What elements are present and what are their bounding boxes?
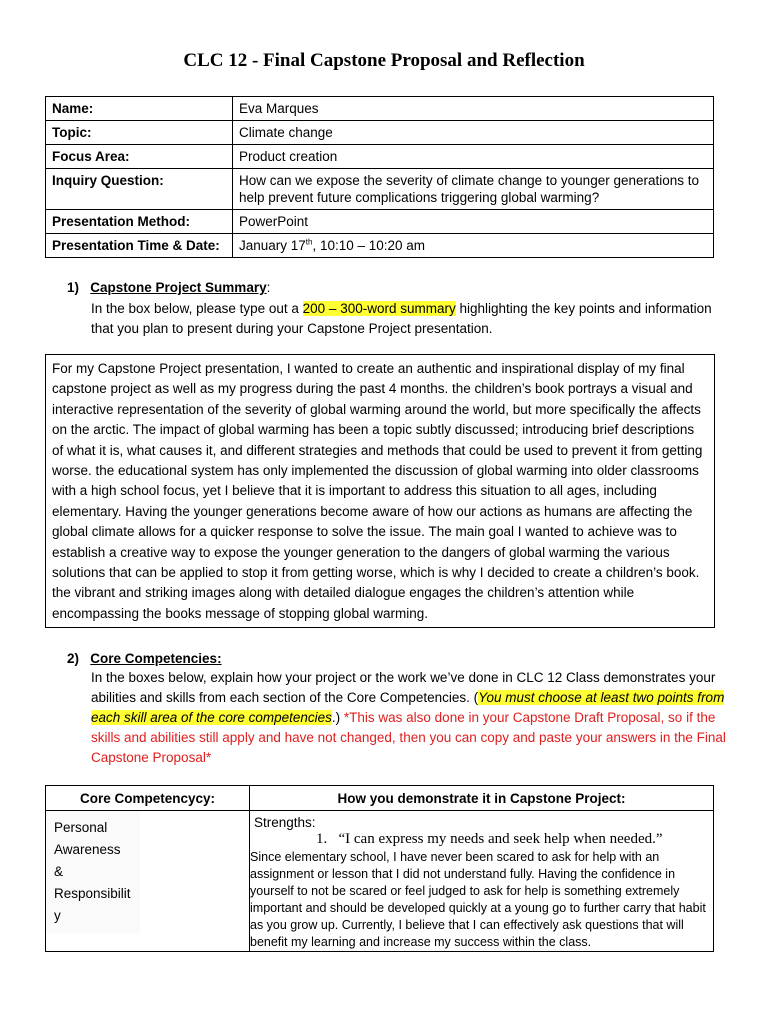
competency-answer: Since elementary school, I have never been scared to ask for help with an assignment or lesson that I did not understand fully. Having the confidence in yourself to not be scared or feel judged to ask for help is something extremely important and should be developed quickly at a young go to further carry that habit as you grow up. Currently, I believe that I can effectively ask questions that will benefit my learning and increase my success within the class.	[250, 850, 706, 949]
inquiry-question-label: Inquiry Question:	[46, 169, 233, 210]
name-label: Name:	[46, 97, 233, 121]
column-header: Core Competencycy:	[46, 786, 250, 811]
word-count-highlight: 200 – 300-word summary	[302, 301, 456, 316]
instructions-text-rest: highlighting the key points and information that you plan to present during your Capstone Project presentation.	[91, 301, 712, 336]
competency-name: Personal Awareness & Responsibilit y	[46, 811, 140, 933]
presentation-time-label: Presentation Time & Date:	[46, 234, 233, 258]
column-header: How you demonstrate it in Capstone Project:	[250, 786, 714, 811]
section2-title: Core Competencies:	[90, 651, 222, 666]
table-row	[46, 145, 714, 169]
table-row	[46, 169, 714, 210]
topic-value: Climate change	[233, 121, 714, 145]
time-range: , 10:10 – 10:20 am	[312, 238, 426, 253]
section1-number: 1)	[67, 280, 80, 295]
table-row	[46, 121, 714, 145]
demonstration-cell	[250, 811, 714, 952]
table-row	[46, 97, 714, 121]
topic-label: Topic:	[46, 121, 233, 145]
info-table	[45, 96, 714, 258]
inquiry-question-value: How can we expose the severity of climate change to younger generations to help prevent future complications triggering global warming?	[233, 169, 714, 210]
table-row	[46, 811, 714, 952]
table-row	[46, 210, 714, 234]
time-date: January 17	[239, 238, 306, 253]
section2-instructions	[91, 668, 731, 768]
section1-instructions	[91, 299, 731, 339]
table-row	[46, 234, 714, 258]
focus-area-value: Product creation	[233, 145, 714, 169]
presentation-time-value	[233, 234, 714, 258]
cc-instructions-close: .)	[331, 710, 341, 725]
cc-instructions-text: In the boxes below, explain how your project or the work we’ve done in CLC 12 Class demonstrates your abilities and skills from each section of the Core Competencies. (	[91, 670, 716, 705]
cc-red-note: *This was also done in your Capstone Draft Proposal, so if the skills and abilities still apply and have not changed, then you can copy and paste your answers in the Final Capstone Proposal*	[91, 710, 726, 765]
name-value: Eva Marques	[233, 97, 714, 121]
strengths-label: Strengths:	[254, 815, 316, 830]
table-header-row	[46, 786, 714, 811]
time-date-suffix: th	[305, 237, 313, 247]
section1-colon: :	[266, 280, 271, 295]
instructions-text: In the box below, please type out a	[91, 301, 303, 316]
focus-area-label: Focus Area:	[46, 145, 233, 169]
page-title: CLC 12 - Final Capstone Proposal and Reflection	[183, 50, 585, 71]
cc-highlight: You must choose at least two points from each skill area of the core competencies	[91, 690, 725, 725]
section1-heading	[67, 280, 270, 295]
section2-number: 2)	[67, 651, 80, 666]
presentation-method-value: PowerPoint	[233, 210, 714, 234]
core-competencies-table	[45, 785, 714, 952]
summary-box: For my Capstone Project presentation, I wanted to create an authentic and inspirational display of my final capstone project as well as my progress during the past 4 months. the children’s book portrays a visual and interactive representation of the severity of global warming around the world, but more specifically the affects on the arctic. The impact of global warming has been a topic subtly discussed; introducing brief descriptions of what it is, what causes it, and different strategies and methods that could be used to prevent it from getting worse. the educational system has only implemented the discussion of global warming into older classrooms with a high school focus, yet I believe that it is important to address this situation to all ages, including elementary. Having the younger generations become aware of how our actions as humans are affecting the global climate allows for a quicker response to solve the issue. The main goal I wanted to achieve was to establish a creative way to expose the younger generation to the dangers of global warming the various solutions that can be applied to stop it from getting worse, which is why I decided to create a children’s book. the vibrant and striking images along with detailed dialogue engages the children’s attention while encompassing the books message of stopping global warming.	[45, 354, 715, 628]
competency-cell	[46, 811, 250, 952]
presentation-method-label: Presentation Method:	[46, 210, 233, 234]
section2-heading	[67, 651, 222, 666]
competency-quote: 1. “I can express my needs and seek help when needed.”	[316, 831, 663, 847]
section1-title: Capstone Project Summary	[90, 280, 267, 295]
